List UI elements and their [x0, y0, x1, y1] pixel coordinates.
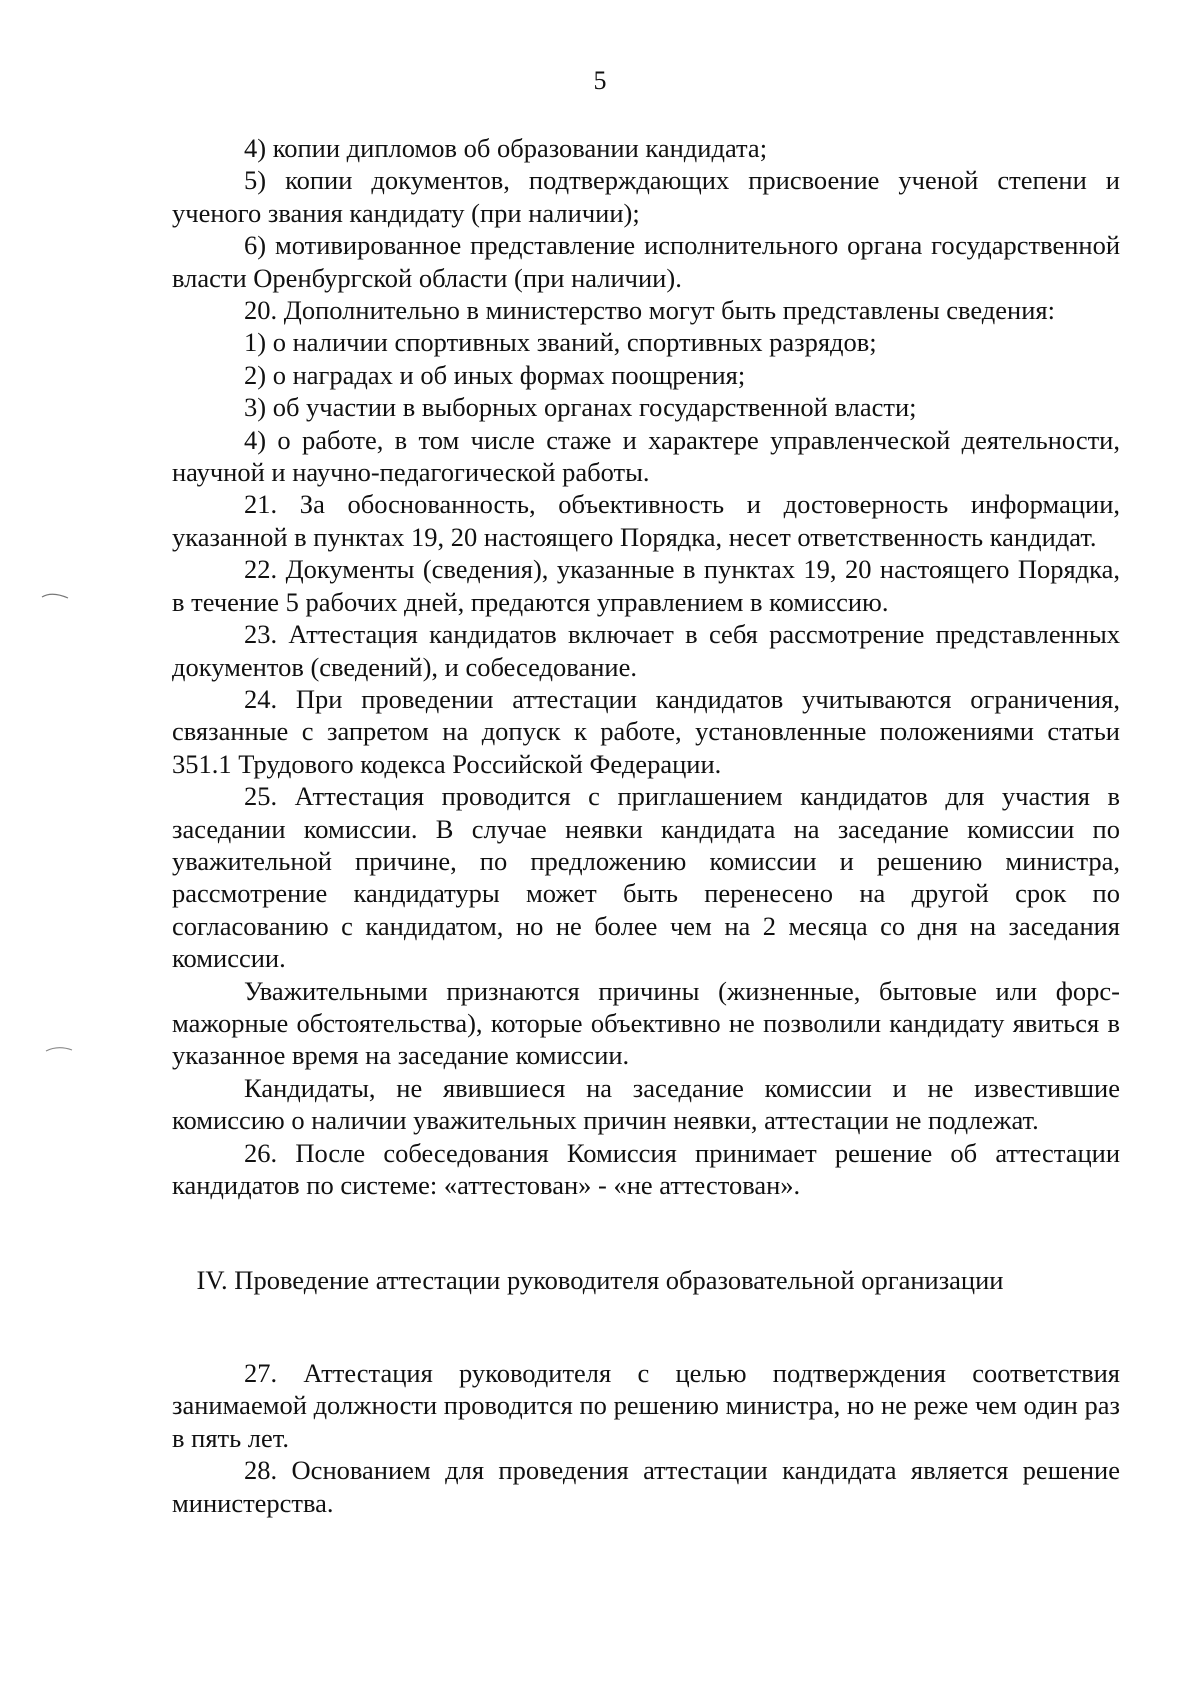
- paragraph-25: 25. Аттестация проводится с приглашением кандидатов для участия в заседании комиссии. В случае неявки кандидата на заседание комиссии по уважительной причине, по предложению комиссии и решению министра, рассмотрение кандидатуры может быть перенесено на другой срок по согласованию с кандидатом, но не более чем на 2 месяца со дня на заседания комиссии.: [172, 781, 1120, 974]
- paragraph-20-item-3: 3) об участии в выборных органах государственной власти;: [244, 392, 917, 423]
- paragraph-20-item-2: 2) о наградах и об иных формах поощрения;: [244, 359, 746, 390]
- paragraph-28: 28. Основанием для проведения аттестации кандидата является решение министерства.: [172, 1455, 1120, 1518]
- paragraph-25-valid-reasons: Уважительными признаются причины (жизненные, бытовые или форс-мажорные обстоятельства), которые объективно не позволили кандидату явиться в указанное время на заседание комиссии.: [172, 975, 1120, 1071]
- paragraph-21: 21. За обоснованность, объективность и достоверность информации, указанной в пунктах 19, 20 настоящего Порядка, несет ответственность кандидат.: [172, 489, 1120, 552]
- paragraph-26: 26. После собеседования Комиссия принимает решение об аттестации кандидатов по системе: «аттестован» - «не аттестован».: [172, 1137, 1120, 1200]
- paragraph-item-5: 5) копии документов, подтверждающих присвоение ученой степени и ученого звания кандидату (при наличии);: [172, 165, 1120, 228]
- body-text: [172, 132, 1120, 1201]
- paragraph-27: 27. Аттестация руководителя с целью подтверждения соответствия занимаемой должности проводится по решению министра, но не реже чем один раз в пять лет.: [172, 1358, 1120, 1453]
- section-body-text: [172, 1357, 1120, 1519]
- paragraph-20: 20. Дополнительно в министерство могут быть представлены сведения:: [244, 295, 1055, 326]
- scan-mark-icon: [44, 1042, 74, 1054]
- paragraph-item-4: 4) копии дипломов об образовании кандидата;: [244, 133, 768, 163]
- paragraph-item-6: 6) мотивированное представление исполнительного органа государственной власти Оренбургской области (при наличии).: [172, 230, 1120, 293]
- page-number: 5: [593, 66, 607, 95]
- paragraph-20-item-1: 1) о наличии спортивных званий, спортивных разрядов;: [244, 327, 877, 358]
- paragraph-23: 23. Аттестация кандидатов включает в себя рассмотрение представленных документов (сведений), и собеседование.: [172, 619, 1120, 682]
- paragraph-25-absent-candidates: Кандидаты, не явившиеся на заседание комиссии и не известившие комиссию о наличии уважительных причин неявки, аттестации не подлежат.: [172, 1072, 1120, 1136]
- paragraph-20-item-4: 4) о работе, в том числе стаже и характере управленческой деятельности, научной и научно-педагогической работы.: [172, 424, 1120, 488]
- paragraph-24: 24. При проведении аттестации кандидатов учитываются ограничения, связанные с запретом на допуск к работе, установленные положениями статьи 351.1 Трудового кодекса Российской Федерации.: [172, 683, 1120, 779]
- scan-mark-icon: [40, 589, 70, 601]
- paragraph-22: 22. Документы (сведения), указанные в пунктах 19, 20 настоящего Порядка, в течение 5 рабочих дней, предаются управлением в комиссию.: [172, 554, 1120, 617]
- section-heading: IV. Проведение аттестации руководителя образовательной организации: [196, 1265, 1004, 1295]
